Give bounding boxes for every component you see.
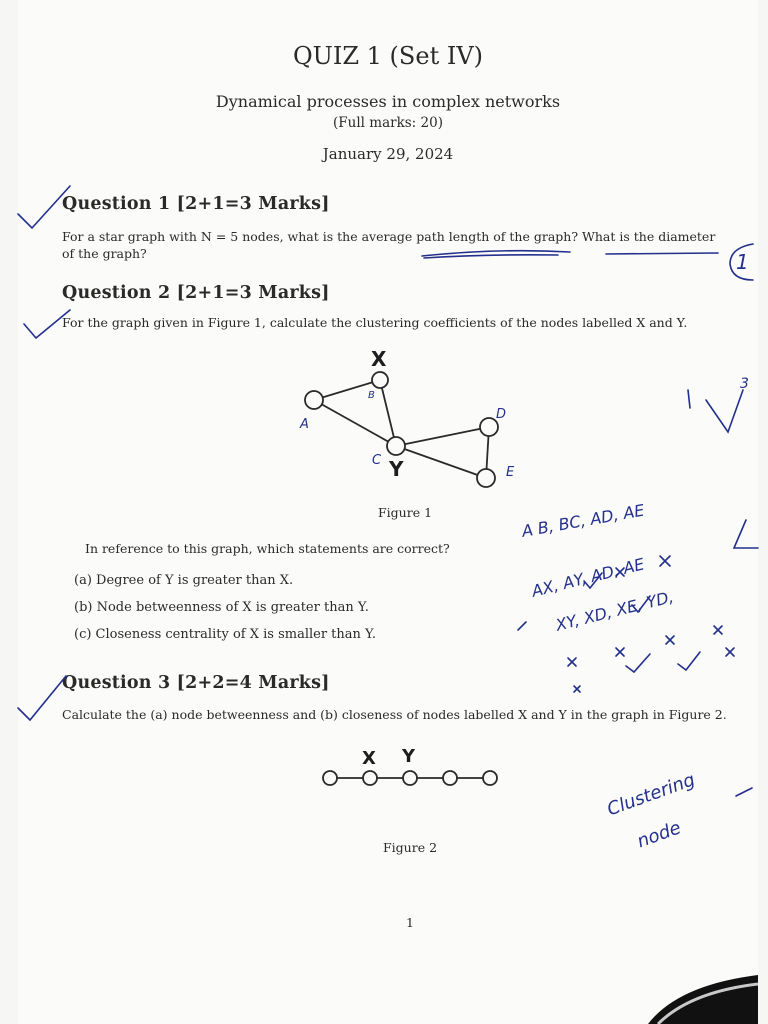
check-mark-q1-icon — [18, 186, 70, 228]
score-check-icon — [706, 390, 743, 432]
hand-score-q2: 3 — [740, 376, 749, 392]
tick-icon — [678, 652, 700, 670]
question-1-heading: Question 1 [2+1=3 Marks] — [62, 194, 330, 214]
check-mark-q2-icon — [24, 310, 70, 338]
tick-icon — [626, 654, 650, 672]
statements-intro: In reference to this graph, which statements are correct? — [85, 541, 450, 556]
hand-label-a: A — [300, 417, 309, 432]
figure-2-label-x: X — [362, 748, 376, 769]
underline-avg-path-2-icon — [424, 255, 558, 258]
handwritten-ticks — [18, 0, 758, 1024]
margin-stroke-icon — [736, 788, 752, 796]
figure-2-label-y: Y — [402, 746, 416, 767]
cross-icon — [568, 658, 576, 666]
quiz-date: January 29, 2024 — [322, 145, 454, 163]
quiz-page — [18, 0, 758, 1024]
question-1-text-line2: of the graph? — [62, 246, 147, 261]
statement-c: (c) Closeness centrality of X is smaller than Y. — [74, 627, 377, 642]
hand-mark-q1: 1 — [736, 250, 749, 274]
hand-label-d: D — [496, 407, 507, 422]
cross-icon — [574, 686, 580, 692]
cross-icon — [666, 636, 674, 644]
check-mark-q3-icon — [18, 676, 66, 720]
question-3-text: Calculate the (a) node betweenness and (b) closeness of nodes labelled X and Y in the graph in Figure 2. — [62, 707, 727, 722]
figure-1-label-x: X — [371, 347, 387, 371]
hand-edges-line1: A B, BC, AD, AE — [520, 500, 646, 541]
figure-1-label-y: Y — [389, 457, 404, 481]
hand-note-node: node — [634, 817, 684, 853]
question-3-heading: Question 3 [2+2=4 Marks] — [62, 673, 330, 693]
question-2-text: For the graph given in Figure 1, calculate the clustering coefficients of the nodes labelled X and Y. — [62, 315, 688, 330]
hand-edges-line3: XY, XD, XE, YD, — [553, 587, 676, 635]
statement-b: (b) Node betweenness of X is greater than Y. — [74, 600, 369, 615]
cross-icon — [616, 648, 624, 656]
quiz-title: QUIZ 1 (Set IV) — [292, 42, 484, 70]
full-marks: (Full marks: 20) — [333, 115, 443, 131]
hand-label-b: B — [368, 390, 375, 401]
triangle-doodle-icon — [734, 520, 758, 548]
cross-icon — [660, 556, 670, 566]
tick-stroke-icon — [688, 390, 690, 408]
course-subtitle: Dynamical processes in complex networks — [215, 92, 561, 111]
tick-stroke-icon — [518, 622, 526, 630]
cross-icon — [726, 648, 734, 656]
figure-2-caption: Figure 2 — [383, 840, 438, 855]
hand-note-clustering: Clustering — [604, 769, 698, 821]
hand-label-e: E — [506, 465, 515, 480]
hand-edges-line2: AX, AY, AD, AE — [529, 554, 647, 601]
hand-label-c: C — [372, 453, 382, 468]
page-number: 1 — [406, 915, 414, 930]
figure-1-caption: Figure 1 — [378, 505, 433, 520]
question-2-heading: Question 2 [2+1=3 Marks] — [62, 283, 330, 303]
cross-icon — [714, 626, 722, 634]
statement-a: (a) Degree of Y is greater than X. — [74, 573, 294, 588]
underline-diameter-icon — [606, 253, 718, 254]
question-1-text-line1: For a star graph with N = 5 nodes, what is the average path length of the graph? What is the diameter — [62, 229, 716, 244]
